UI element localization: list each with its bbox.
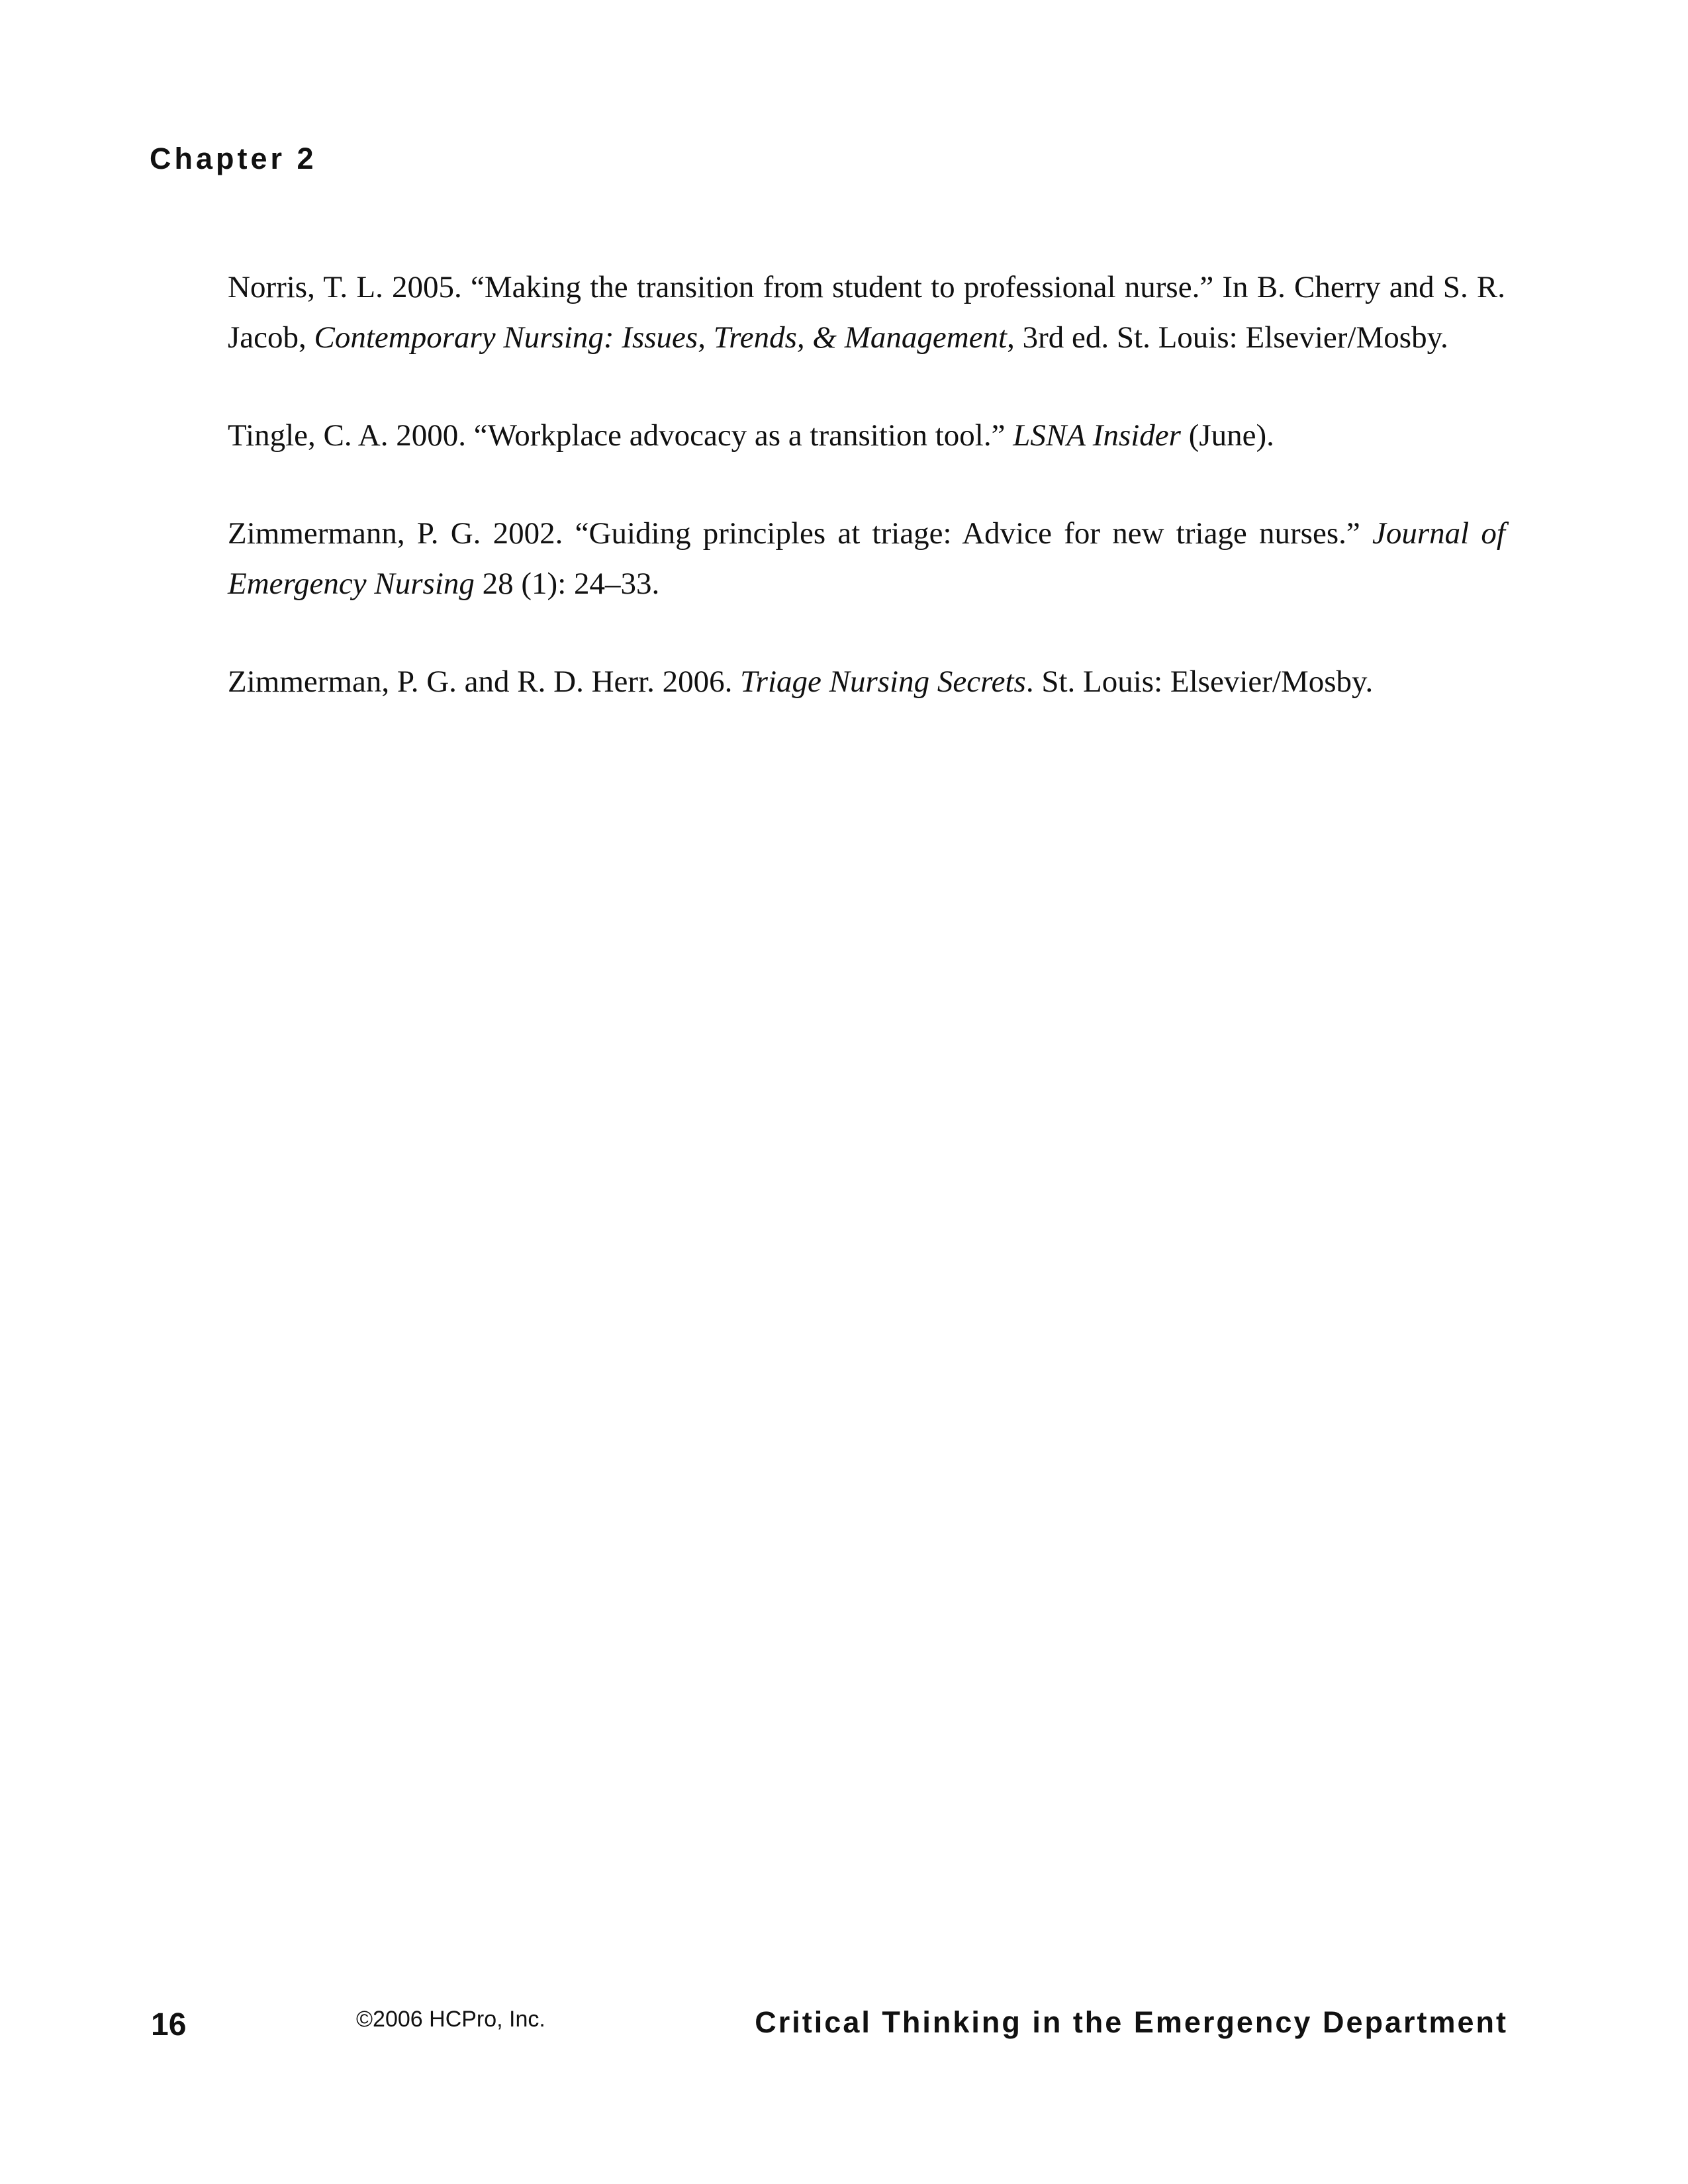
book-title: Critical Thinking in the Emergency Department bbox=[755, 2005, 1508, 2039]
chapter-header: Chapter 2 bbox=[150, 142, 317, 175]
reference-entry bbox=[228, 410, 1505, 461]
reference-entry bbox=[228, 508, 1505, 609]
reference-text: Zimmerman, P. G. and R. D. Herr. 2006. bbox=[228, 664, 741, 699]
reference-source-title: Contemporary Nursing: Issues, Trends, & Management bbox=[314, 320, 1008, 355]
reference-list bbox=[228, 262, 1505, 754]
reference-entry bbox=[228, 657, 1505, 707]
reference-text: (June). bbox=[1180, 418, 1274, 453]
reference-source-title: LSNA Insider bbox=[1013, 418, 1181, 453]
reference-entry bbox=[228, 262, 1505, 363]
reference-text: Zimmermann, P. G. 2002. “Guiding principles at triage: Advice for new triage nurses.” bbox=[228, 516, 1372, 551]
reference-text: , 3rd ed. St. Louis: Elsevier/Mosby. bbox=[1007, 320, 1448, 355]
reference-text: Tingle, C. A. 2000. “Workplace advocacy as a transition tool.” bbox=[228, 418, 1013, 453]
reference-text: . St. Louis: Elsevier/Mosby. bbox=[1025, 664, 1374, 699]
page-footer bbox=[0, 1999, 1688, 2052]
page-number: 16 bbox=[151, 2007, 187, 2042]
reference-text: 28 (1): 24–33. bbox=[474, 567, 660, 601]
reference-source-title: Journal of Emergency Nursing bbox=[228, 516, 1505, 601]
copyright-notice: ©2006 HCPro, Inc. bbox=[356, 2007, 545, 2032]
reference-text: Norris, T. L. 2005. “Making the transition from student to professional nurse.” In B. Cherry and S. R. Jacob, bbox=[228, 270, 1505, 355]
reference-source-title: Triage Nursing Secrets bbox=[740, 664, 1026, 699]
